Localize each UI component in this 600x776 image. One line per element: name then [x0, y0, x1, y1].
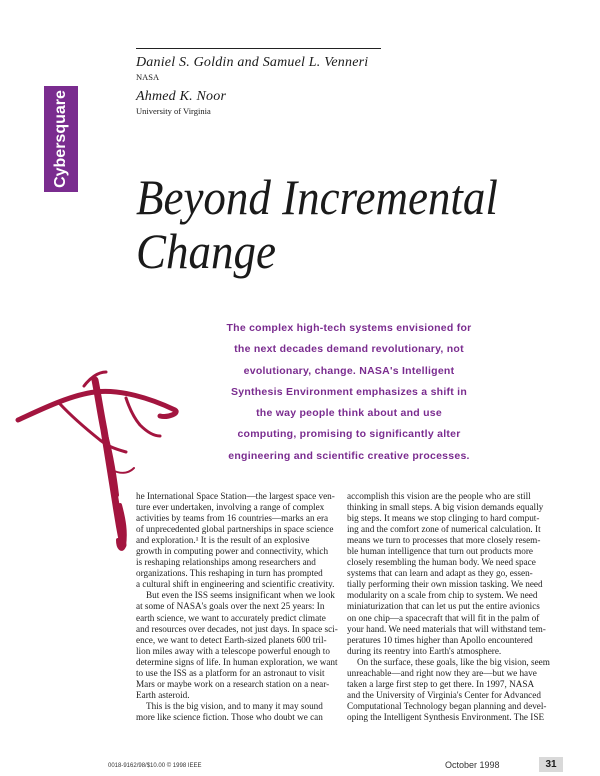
- body-text-line: Earth asteroid.: [136, 689, 190, 700]
- issue-date: October 1998: [445, 760, 500, 770]
- body-text-line: ence, we want to detect Earth-sized planets 600 tril-: [136, 634, 327, 645]
- section-tab: [44, 86, 78, 192]
- body-text-line: tially performing their own mission tasking. We need: [347, 579, 543, 590]
- author-line-1: Daniel S. Goldin and Samuel L. Venneri: [136, 55, 369, 70]
- body-text-line: closely resembling the human body. We need space: [347, 557, 536, 568]
- body-text-line: Mars or maybe work on a research station on a near-: [136, 678, 330, 689]
- body-text-line: Computational Technology began planning and devel-: [347, 700, 547, 711]
- body-text-line: This is the big vision, and to many it may sound: [146, 700, 323, 711]
- body-text-line: he International Space Station—the largest space ven-: [136, 491, 335, 501]
- body-text-line: at some of NASA's goals over the next 25 years: In: [136, 601, 325, 612]
- body-text-line: organizations. This reshaping in turn has prompted: [136, 568, 323, 579]
- body-text-line: oping the Intelligent Synthesis Environment. The ISE: [347, 711, 545, 722]
- deck-line: the next decades demand revolutionary, not: [234, 343, 464, 356]
- affiliation-1: NASA: [136, 72, 160, 82]
- body-text-line: more like science fiction. Those who doubt we can: [136, 711, 323, 722]
- affiliation-2: University of Virginia: [136, 106, 211, 116]
- copyright-code: 0018-9162/98/$10.00 © 1998 IEEE: [108, 763, 202, 769]
- body-text-line: ing and the comfort zone of numerical calculation. It: [347, 524, 541, 535]
- body-text-line: during its reentry into Earth's atmosphere.: [347, 645, 502, 656]
- body-text-line: big steps. It means we stop clinging to hard comput-: [347, 513, 540, 524]
- body-text-line: systems that can learn and adapt as they go, essen-: [347, 568, 533, 579]
- article-deck: [214, 318, 484, 467]
- deck-line: evolutionary, change. NASA's Intelligent: [243, 364, 455, 377]
- author-line-2: Ahmed K. Noor: [136, 89, 227, 104]
- deck-line: the way people think about and use: [256, 407, 442, 420]
- deck-line: computing, promising to significantly alter: [237, 428, 461, 441]
- body-text-line: your hand. We need materials that will withstand tem-: [347, 623, 546, 634]
- body-text-line: means we turn to processes that more closely resem-: [347, 535, 541, 546]
- body-text-line: a cultural shift in engineering and scientific creativity.: [136, 579, 335, 590]
- body-column-1: [136, 491, 336, 723]
- deck-line: The complex high-tech systems envisioned for: [226, 322, 472, 334]
- article-title: [136, 170, 538, 278]
- body-text-line: on one chip—a spacecraft that will fit in the palm of: [347, 612, 540, 623]
- body-text-line: growth in computing power and connectivity, which: [136, 546, 329, 557]
- body-text-line: activities by teams from 16 countries—marks an era: [136, 513, 329, 524]
- body-text-line: On the surface, these goals, like the big vision, seem: [357, 656, 550, 667]
- body-text-line: is reshaping relationships among researchers and: [136, 557, 316, 568]
- body-column-2: [347, 491, 550, 723]
- body-text-line: ble human intelligence that turn out products more: [347, 546, 533, 557]
- page-number: 31: [539, 757, 563, 772]
- deck-line: Synthesis Environment emphasizes a shift in: [231, 385, 467, 398]
- title-line: Beyond Incremental: [136, 169, 498, 225]
- body-text-line: taken a large first step to get there. In 1997, NASA: [347, 678, 535, 689]
- body-text-line: peratures 10 times higher than Apollo encountered: [347, 634, 533, 645]
- body-text-line: and the University of Virginia's Center for Advanced: [347, 689, 541, 700]
- body-text-line: lion miles away with a telescope powerful enough to: [136, 645, 330, 656]
- body-text-line: miniaturization that can let us put the entire avionics: [347, 601, 540, 612]
- deck-line: engineering and scientific creative processes.: [228, 449, 470, 462]
- body-text-line: and resources over decades, not just days. In space sci-: [136, 623, 338, 634]
- body-text-line: earth science, we want to accurately predict climate: [136, 612, 326, 623]
- body-text-line: and exploration.¹ It is the result of an explosive: [136, 535, 310, 546]
- title-line: Change: [136, 223, 276, 279]
- body-text-line: accomplish this vision are the people who are still: [347, 491, 531, 501]
- body-text-line: modularity on a scale from chip to system. We need: [347, 590, 538, 601]
- body-text-line: to use the ISS as a platform for an astronaut to visit: [136, 667, 325, 678]
- body-text-line: ture ever undertaken, involving a range of complex: [136, 502, 325, 513]
- body-text-line: of unprecedented global partnerships in space science: [136, 524, 334, 535]
- body-text-line: determine signs of life. In human exploration, we want: [136, 656, 338, 667]
- body-text-line: thinking in small steps. A big vision demands equally: [347, 502, 544, 513]
- body-text-line: unreachable—and right now they are—but we have: [347, 667, 537, 678]
- byline-rule: [136, 48, 381, 49]
- body-text-line: But even the ISS seems insignificant when we look: [146, 590, 335, 601]
- section-tab-label: Cybersquare: [52, 90, 69, 188]
